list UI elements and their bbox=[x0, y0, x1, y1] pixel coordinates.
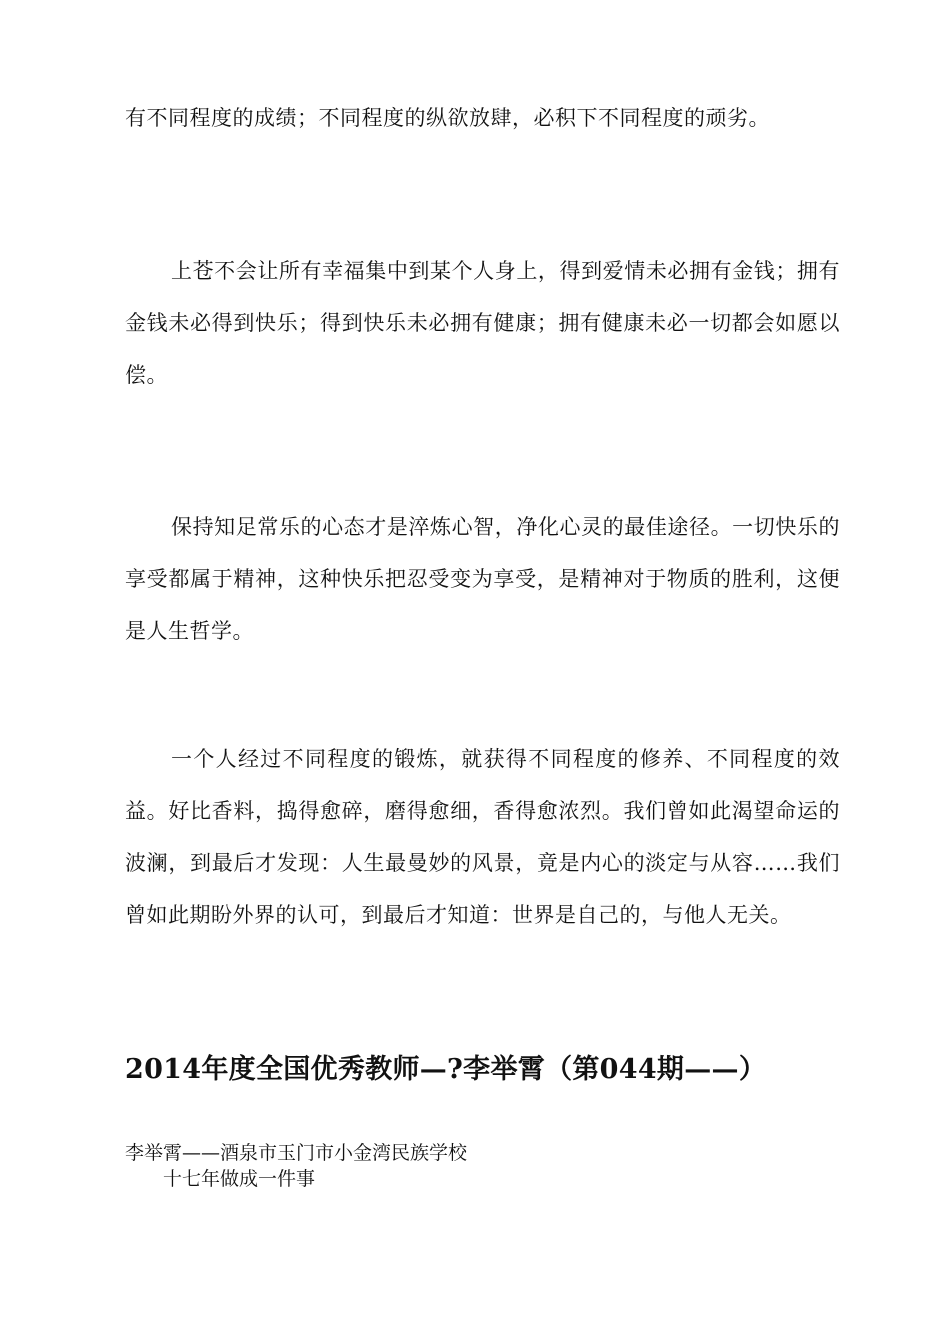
section-heading: 2014年度全国优秀教师—?李举霄（第044期——） bbox=[125, 1054, 767, 1085]
paragraph-2: 上苍不会让所有幸福集中到某个人身上，得到爱情未必拥有金钱；拥有金钱未必得到快乐；得到快乐未必拥有健康；拥有健康未必一切都会如愿以偿。 bbox=[125, 259, 840, 387]
paragraph-3: 保持知足常乐的心态才是淬炼心智，净化心灵的最佳途径。一切快乐的享受都属于精神，这种快乐把忍受变为享受，是精神对于物质的胜利，这便是人生哲学。 bbox=[125, 515, 840, 643]
paragraph-4: 一个人经过不同程度的锻炼，就获得不同程度的修养、不同程度的效益。好比香料，捣得愈碎，磨得愈细，香得愈浓烈。我们曾如此渴望命运的波澜，到最后才发现：人生最曼妙的风景，竟是内心的淡定与从容……我们曾如此期盼外界的认可，到最后才知道：世界是自己的，与他人无关。 bbox=[125, 747, 840, 927]
subtitle: 十七年做成一件事 bbox=[163, 1168, 316, 1190]
paragraph-1: 有不同程度的成绩；不同程度的纵欲放肆，必积下不同程度的顽劣。 bbox=[125, 106, 770, 130]
author-line: 李举霄——酒泉市玉门市小金湾民族学校 bbox=[125, 1142, 468, 1164]
